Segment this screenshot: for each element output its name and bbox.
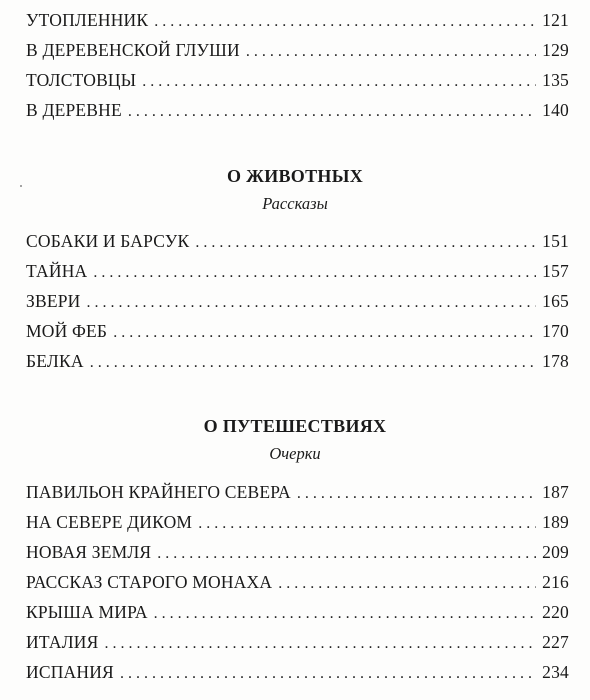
toc-group-animals bbox=[26, 231, 569, 381]
toc-entry-page: 187 bbox=[542, 482, 569, 502]
toc-leader-dots bbox=[198, 515, 536, 533]
toc-entry[interactable] bbox=[26, 542, 569, 572]
toc-entry-page: 135 bbox=[542, 70, 569, 90]
toc-entry-page: 170 bbox=[542, 321, 569, 341]
toc-entry-page: 151 bbox=[542, 231, 569, 251]
toc-leader-dots bbox=[120, 665, 536, 683]
toc-entry[interactable] bbox=[26, 100, 569, 130]
toc-leader-dots bbox=[104, 635, 536, 653]
toc-entry[interactable] bbox=[26, 231, 569, 261]
toc-entry-title: ТОЛСТОВЦЫ bbox=[26, 70, 137, 90]
toc-entry[interactable] bbox=[26, 40, 569, 70]
toc-entry-title: ТАЙНА bbox=[26, 261, 88, 281]
toc-entry[interactable] bbox=[26, 351, 569, 381]
toc-leader-dots bbox=[93, 264, 536, 282]
toc-leader-dots bbox=[113, 324, 536, 342]
toc-entry[interactable] bbox=[26, 572, 569, 602]
toc-entry-page: 121 bbox=[542, 10, 569, 30]
toc-entry-page: 234 bbox=[542, 662, 569, 682]
toc-leader-dots bbox=[297, 485, 536, 503]
toc-group-continued bbox=[26, 10, 569, 130]
toc-entry-page: 227 bbox=[542, 632, 569, 652]
toc-entry-title: НА СЕВЕРЕ ДИКОМ bbox=[26, 512, 193, 532]
toc-entry-page: 189 bbox=[542, 512, 569, 532]
toc-entry[interactable] bbox=[26, 632, 569, 662]
toc-entry-page: 157 bbox=[542, 261, 569, 281]
toc-leader-dots bbox=[154, 13, 536, 31]
toc-entry-title: ИСПАНИЯ bbox=[26, 662, 114, 682]
toc-entry[interactable] bbox=[26, 10, 569, 40]
toc-leader-dots bbox=[278, 575, 536, 593]
toc-leader-dots bbox=[157, 545, 536, 563]
toc-entry-title: НОВАЯ ЗЕМЛЯ bbox=[26, 542, 152, 562]
toc-entry-title: МОЙ ФЕБ bbox=[26, 321, 108, 341]
toc-entry[interactable] bbox=[26, 70, 569, 100]
toc-entry-title: БЕЛКА bbox=[26, 351, 84, 371]
toc-entry-page: 129 bbox=[542, 40, 569, 60]
section-heading-travels: О ПУТЕШЕСТВИЯХ bbox=[203, 416, 387, 436]
toc-leader-dots bbox=[128, 103, 536, 121]
toc-group-travels bbox=[26, 482, 569, 692]
toc-entry-page: 165 bbox=[542, 291, 569, 311]
toc-leader-dots bbox=[154, 605, 536, 623]
toc-entry-title: КРЫША МИРА bbox=[26, 602, 148, 622]
toc-entry[interactable] bbox=[26, 512, 569, 542]
toc-entry[interactable] bbox=[26, 291, 569, 321]
toc-leader-dots bbox=[142, 73, 536, 91]
toc-entry-page: 209 bbox=[542, 542, 569, 562]
toc-entry[interactable] bbox=[26, 321, 569, 351]
toc-entry[interactable] bbox=[26, 662, 569, 692]
toc-entry-title: СОБАКИ И БАРСУК bbox=[26, 231, 190, 251]
toc-entry-page: 178 bbox=[542, 351, 569, 371]
toc-leader-dots bbox=[246, 43, 536, 61]
toc-entry-title: ПАВИЛЬОН КРАЙНЕГО СЕВЕРА bbox=[26, 482, 291, 502]
toc-entry-title: УТОПЛЕННИК bbox=[26, 10, 149, 30]
toc-entry-page: 216 bbox=[542, 572, 569, 592]
section-heading-animals: О ЖИВОТНЫХ bbox=[227, 166, 363, 186]
toc-entry[interactable] bbox=[26, 602, 569, 632]
toc-entry-title: В ДЕРЕВЕНСКОЙ ГЛУШИ bbox=[26, 40, 240, 60]
toc-entry[interactable] bbox=[26, 482, 569, 512]
toc-entry[interactable] bbox=[26, 261, 569, 291]
section-subheading-travels: Очерки bbox=[269, 444, 321, 463]
toc-leader-dots bbox=[195, 234, 536, 252]
toc-leader-dots bbox=[90, 354, 536, 372]
toc-entry-title: ИТАЛИЯ bbox=[26, 632, 99, 652]
toc-entry-title: РАССКАЗ СТАРОГО МОНАХА bbox=[26, 572, 273, 592]
section-subheading-animals: Рассказы bbox=[262, 194, 328, 213]
toc-entry-page: 140 bbox=[542, 100, 569, 120]
toc-entry-title: ЗВЕРИ bbox=[26, 291, 81, 311]
toc-entry-page: 220 bbox=[542, 602, 569, 622]
toc-leader-dots bbox=[87, 294, 537, 312]
toc-entry-title: В ДЕРЕВНЕ bbox=[26, 100, 122, 120]
